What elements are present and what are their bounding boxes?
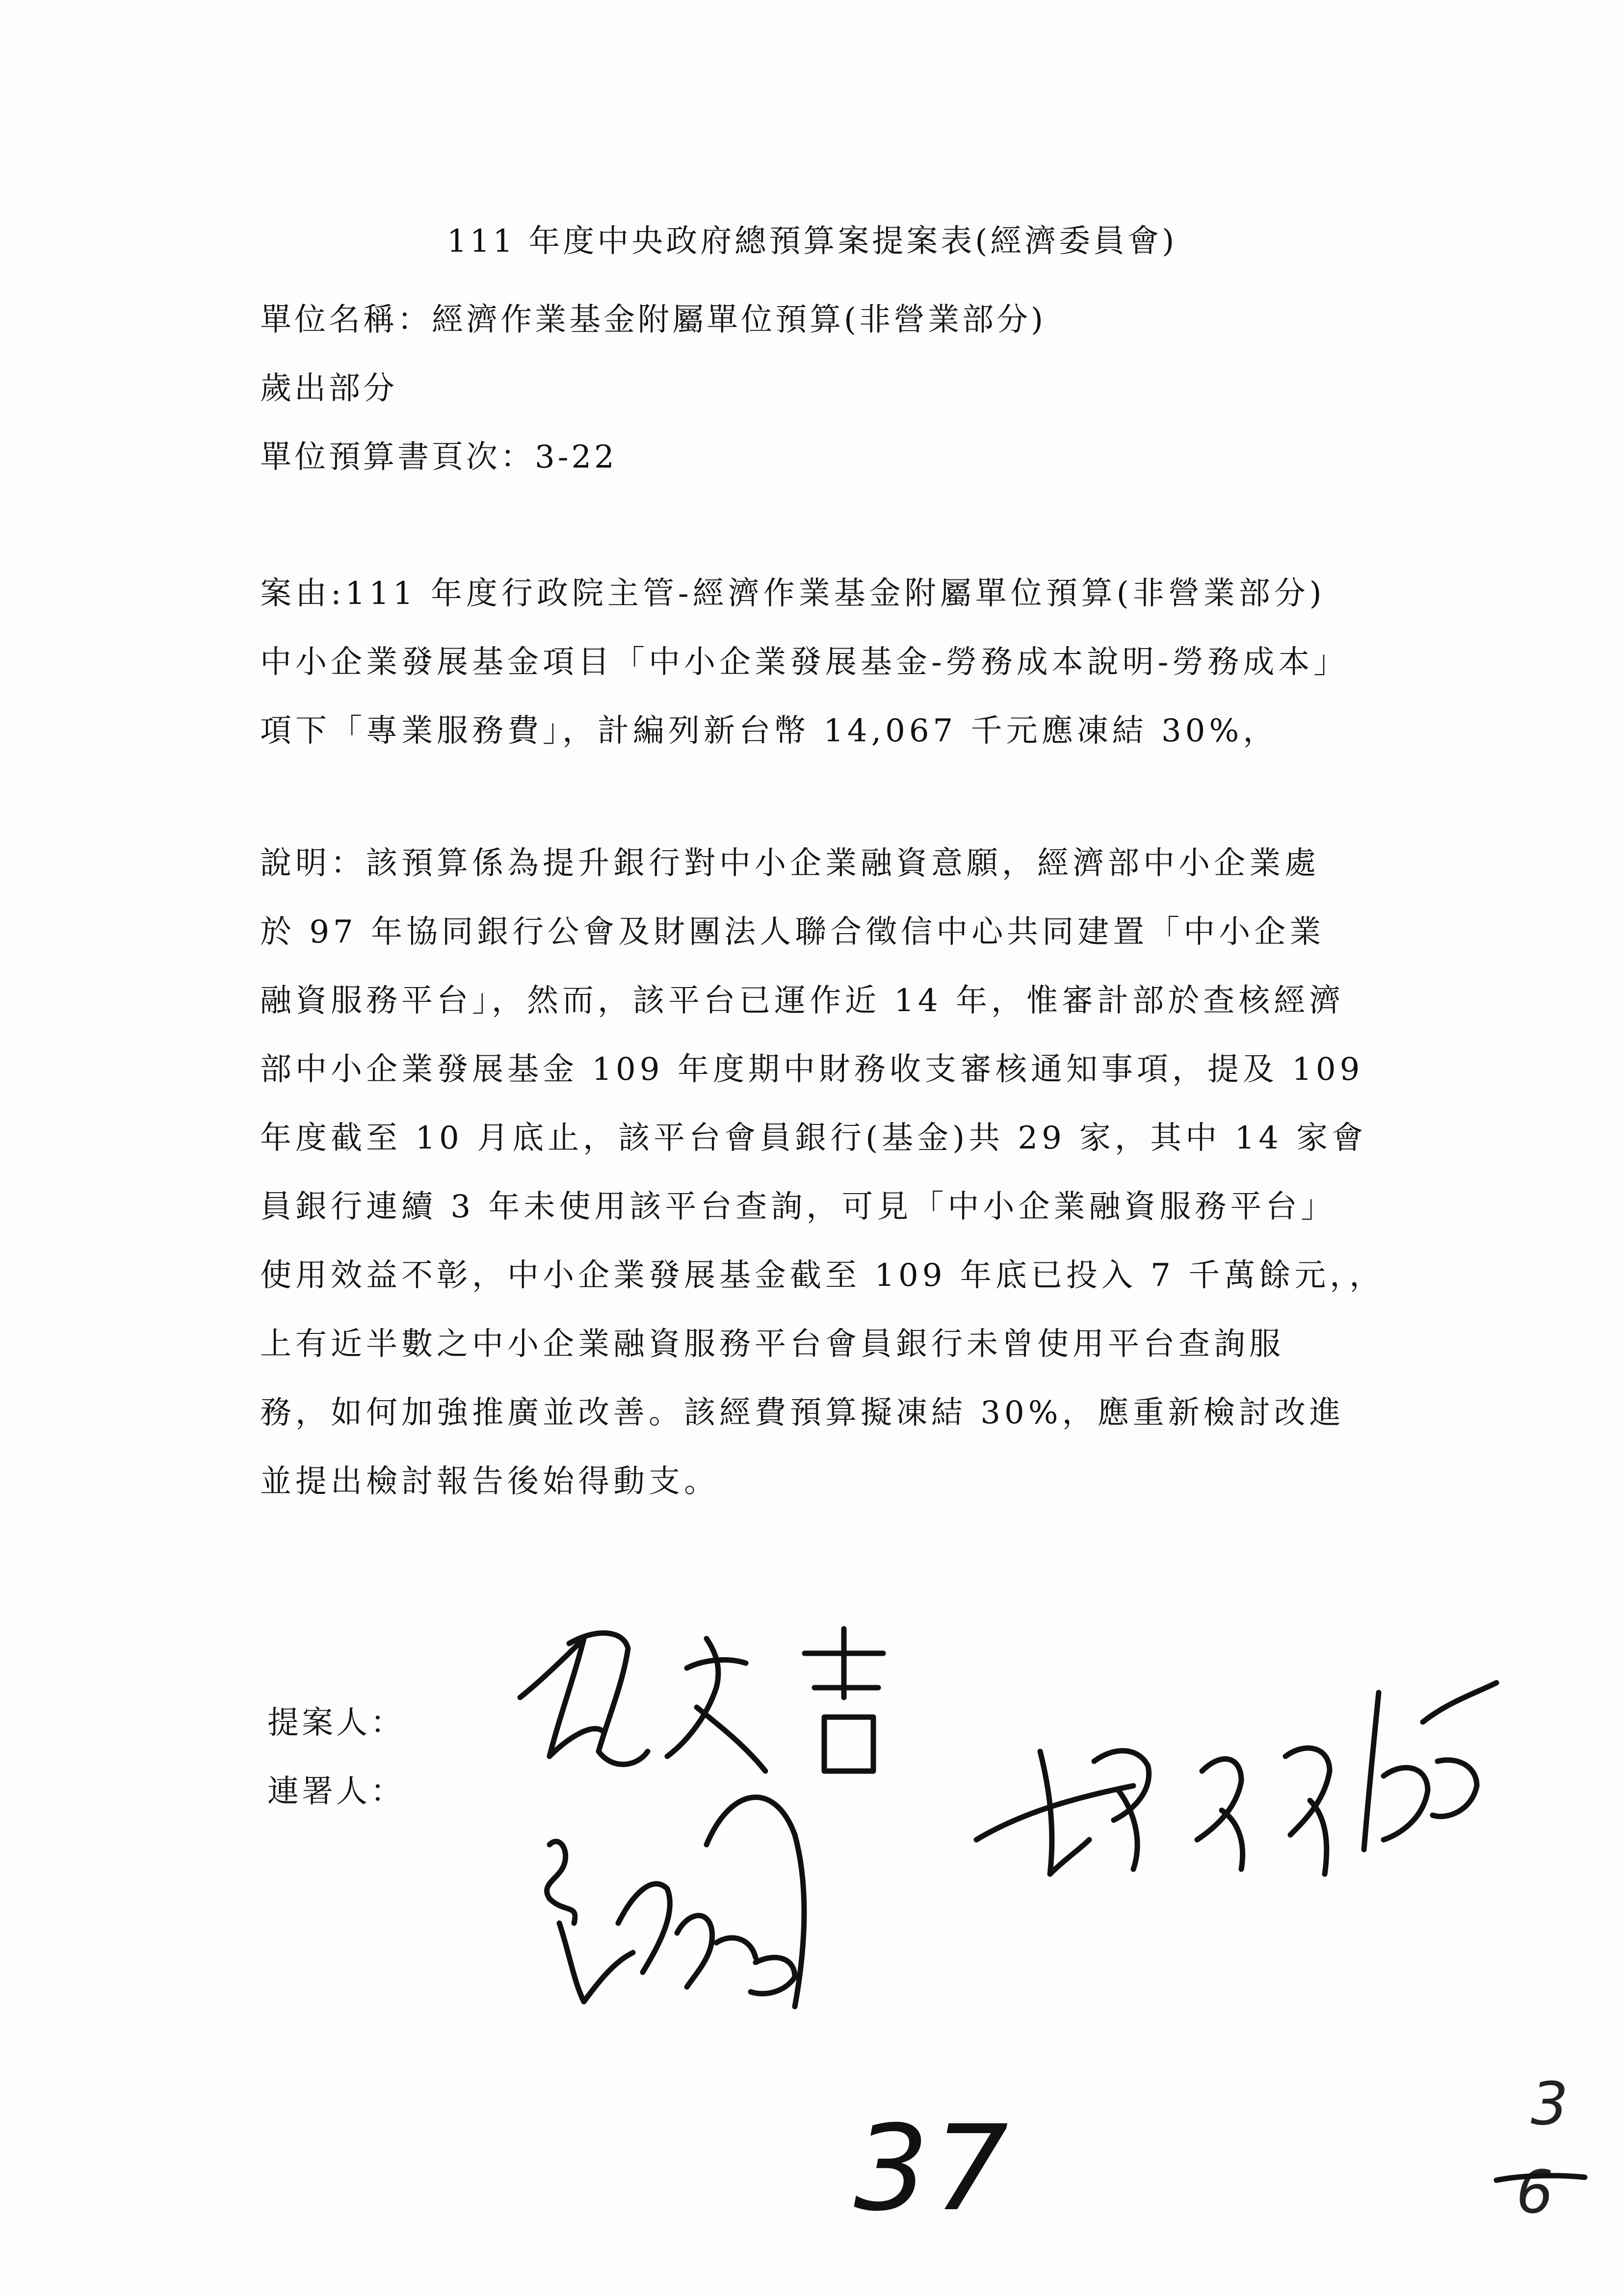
explanation-line: 使用效益不彰，中小企業發展基金截至 109 年底已投入 7 千萬餘元，， — [260, 1257, 1385, 1294]
margin-note-divider — [1492, 2168, 1590, 2188]
explanation-line: 年度截至 10 月底止，該平台會員銀行(基金)共 29 家，其中 14 家會 — [260, 1120, 1367, 1156]
explanation-line: 員銀行連續 3 年未使用該平台查詢，可見「中小企業融資服務平台」 — [260, 1189, 1336, 1225]
page-number: 37 — [854, 2100, 1014, 2237]
cosigner-signature-1 — [520, 1776, 903, 2031]
case-line: 中小企業發展基金項目「中小企業發展基金-勞務成本說明-勞務成本」 — [260, 644, 1349, 680]
case-paragraph — [260, 559, 1452, 765]
explanation-line: 上有近半數之中小企業融資服務平台會員銀行未曾使用平台查詢服 — [260, 1326, 1284, 1362]
document-title: 111 年度中央政府總預算案提案表(經濟委員會) — [446, 223, 1178, 260]
section-label: 歲出部分 — [260, 370, 397, 407]
explanation-line: 務，如何加強推廣並改善。該經費預算擬凍結 30%，應重新檢討改進 — [260, 1395, 1345, 1431]
explanation-line: 於 97 年協同銀行公會及財團法人聯合徵信中心共同建置「中小企業 — [260, 914, 1325, 950]
case-line: 案由:111 年度行政院主管-經濟作業基金附屬單位預算(非營業部分) — [260, 575, 1326, 612]
cosigner-signature-2 — [967, 1663, 1521, 1918]
explanation-line: 並提出檢討報告後始得動支。 — [260, 1463, 719, 1500]
margin-note-top: 3 — [1531, 2070, 1569, 2139]
explanation-paragraph — [260, 829, 1452, 1516]
explanation-line: 融資服務平台」，然而，該平台已運作近 14 年，惟審計部於查核經濟 — [260, 983, 1345, 1019]
explanation-line: 部中小企業發展基金 109 年度期中財務收支審核通知事項，提及 109 — [260, 1051, 1364, 1088]
proposer-label: 提案人： — [267, 1705, 405, 1741]
explanation-line: 說明：該預算係為提升銀行對中小企業融資意願，經濟部中小企業處 — [260, 845, 1320, 882]
budget-page-reference: 單位預算書頁次：3-22 — [260, 439, 617, 475]
case-line: 項下「專業服務費」，計編列新台幣 14,067 千元應凍結 30%， — [260, 713, 1279, 749]
cosigner-label: 連署人： — [267, 1774, 405, 1810]
unit-name: 單位名稱：經濟作業基金附屬單位預算(非營業部分) — [260, 302, 1046, 338]
margin-note-bottom: 6 — [1516, 2159, 1554, 2227]
